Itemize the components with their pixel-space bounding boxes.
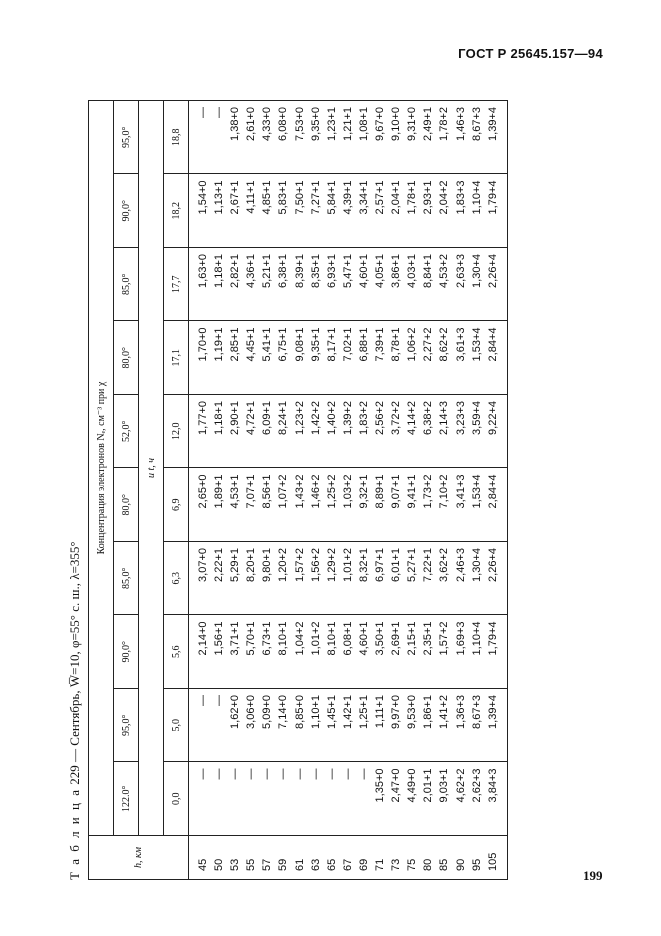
concentration-value: 1,57+2: [438, 621, 451, 656]
concentration-value: 8,85+0: [293, 695, 306, 729]
t-header-cell: 18,2: [164, 174, 189, 248]
concentration-value: 1,36+3: [454, 695, 467, 729]
concentration-value: 8,67+3: [470, 107, 483, 141]
height-value: 105: [486, 852, 499, 871]
concentration-value: 9,97+0: [390, 695, 403, 729]
concentration-value: 6,75+1: [277, 327, 290, 362]
concentration-value: 9,41+1: [406, 474, 419, 509]
chi-header-cell: 85,0°: [114, 542, 139, 616]
concentration-value: 1,23+1: [325, 107, 338, 141]
concentration-value: 1,38+0: [229, 107, 242, 141]
concentration-value: 6,73+1: [261, 621, 274, 656]
t-header-cell: 17,1: [164, 321, 189, 395]
concentration-value: 8,56+1: [261, 474, 274, 509]
concentration-value: 8,20+1: [245, 548, 258, 582]
concentration-value: 1,46+2: [309, 474, 322, 509]
concentration-value: 9,53+0: [406, 695, 419, 729]
concentration-value: —: [357, 768, 370, 780]
concentration-value: —: [213, 695, 226, 706]
concentration-value: 4,45+1: [245, 327, 258, 362]
concentration-value: 9,67+0: [374, 107, 387, 141]
concentration-value: 9,32+1: [357, 474, 370, 509]
concentration-value: 6,08+0: [277, 107, 290, 141]
concentration-value: 1,83+2: [357, 401, 370, 435]
concentration-value: 7,50+1: [293, 180, 306, 215]
concentration-value: 1,21+1: [341, 107, 354, 141]
concentration-value: 1,83+3: [454, 180, 467, 215]
concentration-value: 2,61+0: [245, 107, 258, 141]
chi-header-cell: 122.0°: [114, 762, 139, 836]
concentration-value: 1,01+2: [341, 548, 354, 582]
height-value: 75: [406, 858, 419, 871]
concentration-value: 1,08+1: [357, 107, 370, 141]
concentration-value: 3,62+2: [438, 548, 451, 582]
concentration-value: 4,11+1: [245, 180, 258, 214]
concentration-value: 1,07+2: [277, 474, 290, 509]
concentration-value: 6,08+1: [341, 621, 354, 656]
concentration-value: 1,01+2: [309, 621, 322, 656]
concentration-value: 9,31+0: [406, 107, 419, 141]
height-value: 73: [390, 858, 403, 871]
concentration-value: 1,30+4: [470, 548, 483, 582]
concentration-value: 1,03+2: [341, 474, 354, 509]
concentration-value: 2,69+1: [390, 621, 403, 656]
concentration-value: 2,85+1: [229, 327, 242, 362]
concentration-value: 9,03+1: [438, 768, 451, 803]
group-label: Концентрация электронов Nₑ, см⁻³ при χ: [89, 101, 114, 836]
chi-header-cell: 85,0°: [114, 248, 139, 322]
height-value: 63: [309, 858, 322, 871]
height-value: 67: [341, 858, 354, 871]
height-value: 69: [357, 858, 370, 871]
concentration-value: 8,10+1: [277, 621, 290, 656]
concentration-value: 1,56+1: [213, 621, 226, 656]
concentration-value: 1,39+2: [341, 401, 354, 435]
height-value: 50: [213, 858, 226, 871]
height-value: 80: [422, 858, 435, 871]
concentration-value: 9,35+1: [309, 327, 322, 362]
concentration-value: 7,07+1: [245, 474, 258, 509]
t-header-cell: 5,0: [164, 689, 189, 763]
concentration-value: —: [213, 768, 226, 780]
concentration-value: 2,47+0: [390, 768, 403, 803]
concentration-value: 1,78+2: [438, 107, 451, 141]
concentration-value: 8,10+1: [325, 621, 338, 656]
concentration-value: 1,06+2: [406, 327, 419, 362]
chi-header-cell: 90,0°: [114, 615, 139, 689]
concentration-value: 4,62+2: [454, 768, 467, 803]
concentration-value: 8,32+1: [357, 548, 370, 582]
concentration-value: —: [245, 768, 258, 780]
concentration-column: [189, 174, 508, 248]
concentration-value: 1,79+4: [486, 180, 499, 215]
concentration-value: 8,67+3: [470, 695, 483, 729]
concentration-value: 1,56+2: [309, 548, 322, 582]
concentration-value: 8,35+1: [309, 254, 322, 288]
concentration-value: 2,56+2: [374, 401, 387, 435]
height-value: 45: [197, 858, 209, 871]
concentration-value: 3,41+3: [454, 474, 467, 509]
concentration-value: 1,78+1: [406, 180, 419, 215]
concentration-value: 8,62+2: [438, 327, 451, 362]
concentration-value: 4,53+2: [438, 254, 451, 288]
concentration-value: 8,89+1: [374, 474, 387, 509]
concentration-column: [189, 248, 508, 322]
concentration-value: —: [341, 768, 354, 780]
concentration-value: 4,53+1: [229, 474, 242, 509]
concentration-value: 3,71+1: [229, 621, 242, 656]
height-value: 95: [470, 858, 483, 871]
concentration-value: 7,53+0: [293, 107, 306, 141]
concentration-value: 2,65+0: [197, 474, 209, 509]
concentration-value: 1,30+4: [470, 254, 483, 288]
t-header-cell: 17,7: [164, 248, 189, 322]
concentration-value: 1,39+4: [486, 695, 499, 729]
concentration-value: 1,86+1: [422, 695, 435, 729]
concentration-value: 2,26+4: [486, 548, 499, 582]
concentration-value: 2,04+1: [390, 180, 403, 215]
concentration-value: —: [309, 768, 322, 780]
concentration-value: 3,84+3: [486, 768, 499, 803]
concentration-value: 9,35+0: [309, 107, 322, 141]
concentration-value: 1,40+2: [325, 401, 338, 435]
concentration-value: 1,69+3: [454, 621, 467, 656]
concentration-value: 8,24+1: [277, 401, 290, 435]
concentration-value: —: [261, 768, 274, 780]
concentration-value: 2,35+1: [422, 621, 435, 656]
concentration-value: 7,14+0: [277, 695, 290, 729]
height-value: 61: [293, 858, 306, 871]
concentration-value: 2,67+1: [229, 180, 242, 215]
concentration-value: 6,97+1: [374, 548, 387, 582]
t-header-cell: 0,0: [164, 762, 189, 836]
concentration-value: 4,14+2: [406, 401, 419, 435]
concentration-value: 9,07+1: [390, 474, 403, 509]
t-header-row: [164, 101, 189, 880]
concentration-value: 4,60+1: [357, 621, 370, 656]
concentration-value: 3,59+4: [470, 401, 483, 435]
concentration-value: 2,49+1: [422, 107, 435, 141]
concentration-value: —: [197, 107, 209, 118]
rotated-table-block: [62, 80, 622, 880]
height-value: 57: [261, 858, 274, 871]
concentration-value: 1,20+2: [277, 548, 290, 582]
concentration-column: [189, 468, 508, 542]
t-header-cell: 12,0: [164, 395, 189, 469]
concentration-value: 5,27+1: [406, 548, 419, 582]
concentration-value: 1,89+1: [213, 474, 226, 509]
concentration-column: [189, 395, 508, 469]
electron-concentration-table: [88, 100, 508, 880]
concentration-value: 6,38+2: [422, 401, 435, 435]
chi-header-cell: 80,0°: [114, 321, 139, 395]
chi-header-cell: 90,0°: [114, 174, 139, 248]
concentration-value: 2,04+2: [438, 180, 451, 215]
concentration-value: 1,10+4: [470, 621, 483, 656]
concentration-value: 4,85+1: [261, 180, 274, 215]
concentration-value: 7,10+2: [438, 474, 451, 509]
concentration-value: 1,18+1: [213, 401, 226, 435]
sub-label: и t, ч: [139, 101, 164, 836]
height-value: 71: [374, 858, 387, 871]
concentration-value: 4,60+1: [357, 254, 370, 288]
concentration-value: 2,84+4: [486, 327, 499, 362]
concentration-value: 6,09+1: [261, 401, 274, 435]
concentration-value: 8,84+1: [422, 254, 435, 288]
height-column: [189, 836, 508, 880]
table-body-row: [189, 101, 508, 880]
concentration-value: 1,53+4: [470, 327, 483, 362]
concentration-value: 1,70+0: [197, 327, 209, 362]
concentration-value: 7,39+1: [374, 327, 387, 362]
concentration-value: 5,29+1: [229, 548, 242, 582]
concentration-value: 2,22+1: [213, 548, 226, 582]
concentration-value: 4,36+1: [245, 254, 258, 288]
t-header-cell: 6,9: [164, 468, 189, 542]
concentration-value: 6,38+1: [277, 254, 290, 288]
concentration-value: 7,22+1: [422, 548, 435, 582]
concentration-value: 1,11+1: [374, 695, 387, 729]
concentration-value: 1,42+2: [309, 401, 322, 435]
concentration-value: 5,70+1: [245, 621, 258, 656]
chi-header-cell: 80,0°: [114, 468, 139, 542]
concentration-value: 5,84+1: [325, 180, 338, 215]
concentration-value: —: [229, 768, 242, 780]
concentration-value: 2,01+1: [422, 768, 435, 803]
concentration-value: 5,47+1: [341, 254, 354, 288]
concentration-value: 3,06+0: [245, 695, 258, 729]
concentration-value: 1,10+4: [470, 180, 483, 215]
concentration-column: [189, 101, 508, 175]
concentration-value: 4,49+0: [406, 768, 419, 803]
concentration-value: 2,14+3: [438, 401, 451, 435]
concentration-value: 4,05+1: [374, 254, 387, 288]
concentration-value: 2,57+1: [374, 180, 387, 215]
concentration-value: 1,73+2: [422, 474, 435, 509]
concentration-value: 3,34+1: [357, 180, 370, 215]
concentration-column: [189, 542, 508, 616]
concentration-value: 1,41+2: [438, 695, 451, 729]
concentration-value: —: [277, 768, 290, 780]
concentration-column: [189, 762, 508, 836]
concentration-value: 6,93+1: [325, 254, 338, 288]
concentration-value: 9,08+1: [293, 327, 306, 362]
concentration-value: 8,39+1: [293, 254, 306, 288]
concentration-value: 1,45+1: [325, 695, 338, 729]
concentration-value: 3,23+3: [454, 401, 467, 435]
concentration-value: 1,43+2: [293, 474, 306, 509]
height-value: 53: [229, 858, 242, 871]
concentration-value: 2,93+1: [422, 180, 435, 215]
table-wrapper: [88, 100, 508, 880]
chi-header-cell: 95,0°: [114, 689, 139, 763]
corner-label: h, км: [89, 836, 189, 880]
concentration-column: [189, 615, 508, 689]
t-header-cell: 18,8: [164, 101, 189, 175]
concentration-value: 1,25+2: [325, 474, 338, 509]
concentration-value: 1,57+2: [293, 548, 306, 582]
concentration-value: 2,62+3: [470, 768, 483, 803]
chi-header-cell: 52,0°: [114, 395, 139, 469]
concentration-value: 2,15+1: [406, 621, 419, 656]
concentration-value: 1,19+1: [213, 327, 226, 362]
concentration-value: 3,07+0: [197, 548, 209, 582]
height-value: 90: [454, 858, 467, 871]
table-caption: [62, 80, 88, 880]
t-header-cell: 5,6: [164, 615, 189, 689]
chi-header-cell: 95,0°: [114, 101, 139, 175]
concentration-value: 2,14+0: [197, 621, 209, 656]
concentration-value: 5,83+1: [277, 180, 290, 215]
concentration-value: 3,72+2: [390, 401, 403, 435]
concentration-column: [189, 321, 508, 395]
concentration-value: 4,03+1: [406, 254, 419, 288]
concentration-value: 9,22+4: [486, 401, 499, 435]
concentration-value: 1,25+1: [357, 695, 370, 729]
concentration-value: 1,35+0: [374, 768, 387, 803]
t-header-cell: 6,3: [164, 542, 189, 616]
concentration-value: 7,02+1: [341, 327, 354, 362]
concentration-value: 1,10+1: [309, 695, 322, 729]
concentration-value: 3,50+1: [374, 621, 387, 656]
concentration-value: 1,62+0: [229, 695, 242, 729]
height-value: 59: [277, 858, 290, 871]
concentration-value: 8,17+1: [325, 327, 338, 362]
caption-text: — Сентябрь, W̅=10, φ=55° с. ш., λ=355°: [67, 541, 82, 762]
concentration-value: 1,04+2: [293, 621, 306, 656]
concentration-value: 3,86+1: [390, 254, 403, 288]
concentration-value: 2,90+1: [229, 401, 242, 435]
concentration-value: 6,01+1: [390, 548, 403, 582]
concentration-value: 1,79+4: [486, 621, 499, 656]
concentration-value: 5,09+0: [261, 695, 274, 729]
concentration-value: 1,18+1: [213, 254, 226, 288]
concentration-value: —: [293, 768, 306, 780]
concentration-value: 1,23+2: [293, 401, 306, 435]
concentration-value: 2,84+4: [486, 474, 499, 509]
concentration-value: 1,39+4: [486, 107, 499, 141]
concentration-value: 2,82+1: [229, 254, 242, 288]
concentration-value: 1,53+4: [470, 474, 483, 509]
concentration-value: 2,46+3: [454, 548, 467, 582]
height-value: 85: [438, 858, 451, 871]
concentration-value: 1,63+0: [197, 254, 209, 288]
concentration-value: 1,46+3: [454, 107, 467, 141]
page-number: 199: [583, 868, 603, 883]
concentration-value: 9,80+1: [261, 548, 274, 582]
concentration-column: [189, 689, 508, 763]
document-header: ГОСТ Р 25645.157—94: [458, 46, 603, 61]
concentration-value: 8,78+1: [390, 327, 403, 362]
height-value: 55: [245, 858, 258, 871]
caption-prefix: Т а б л и ц а: [67, 788, 82, 880]
concentration-value: 2,27+2: [422, 327, 435, 362]
concentration-value: —: [197, 768, 209, 780]
height-value: 65: [325, 858, 338, 871]
caption-number: 229: [67, 765, 82, 785]
chi-header-row: [114, 101, 139, 880]
concentration-value: 1,77+0: [197, 401, 209, 435]
concentration-value: 1,13+1: [213, 180, 226, 215]
concentration-value: —: [213, 107, 226, 118]
concentration-value: 7,27+1: [309, 180, 322, 215]
concentration-value: —: [325, 768, 338, 780]
concentration-value: 2,26+4: [486, 254, 499, 288]
concentration-value: 3,61+3: [454, 327, 467, 362]
concentration-value: 6,88+1: [357, 327, 370, 362]
concentration-value: 1,54+0: [197, 180, 209, 215]
concentration-value: —: [197, 695, 209, 706]
concentration-value: 4,72+1: [245, 401, 258, 435]
concentration-value: 5,21+1: [261, 254, 274, 288]
concentration-value: 1,29+2: [325, 548, 338, 582]
concentration-value: 4,33+0: [261, 107, 274, 141]
concentration-value: 5,41+1: [261, 327, 274, 362]
concentration-value: 2,63+3: [454, 254, 467, 288]
concentration-value: 1,42+1: [341, 695, 354, 729]
concentration-value: 4,39+1: [341, 180, 354, 215]
concentration-value: 9,10+0: [390, 107, 403, 141]
